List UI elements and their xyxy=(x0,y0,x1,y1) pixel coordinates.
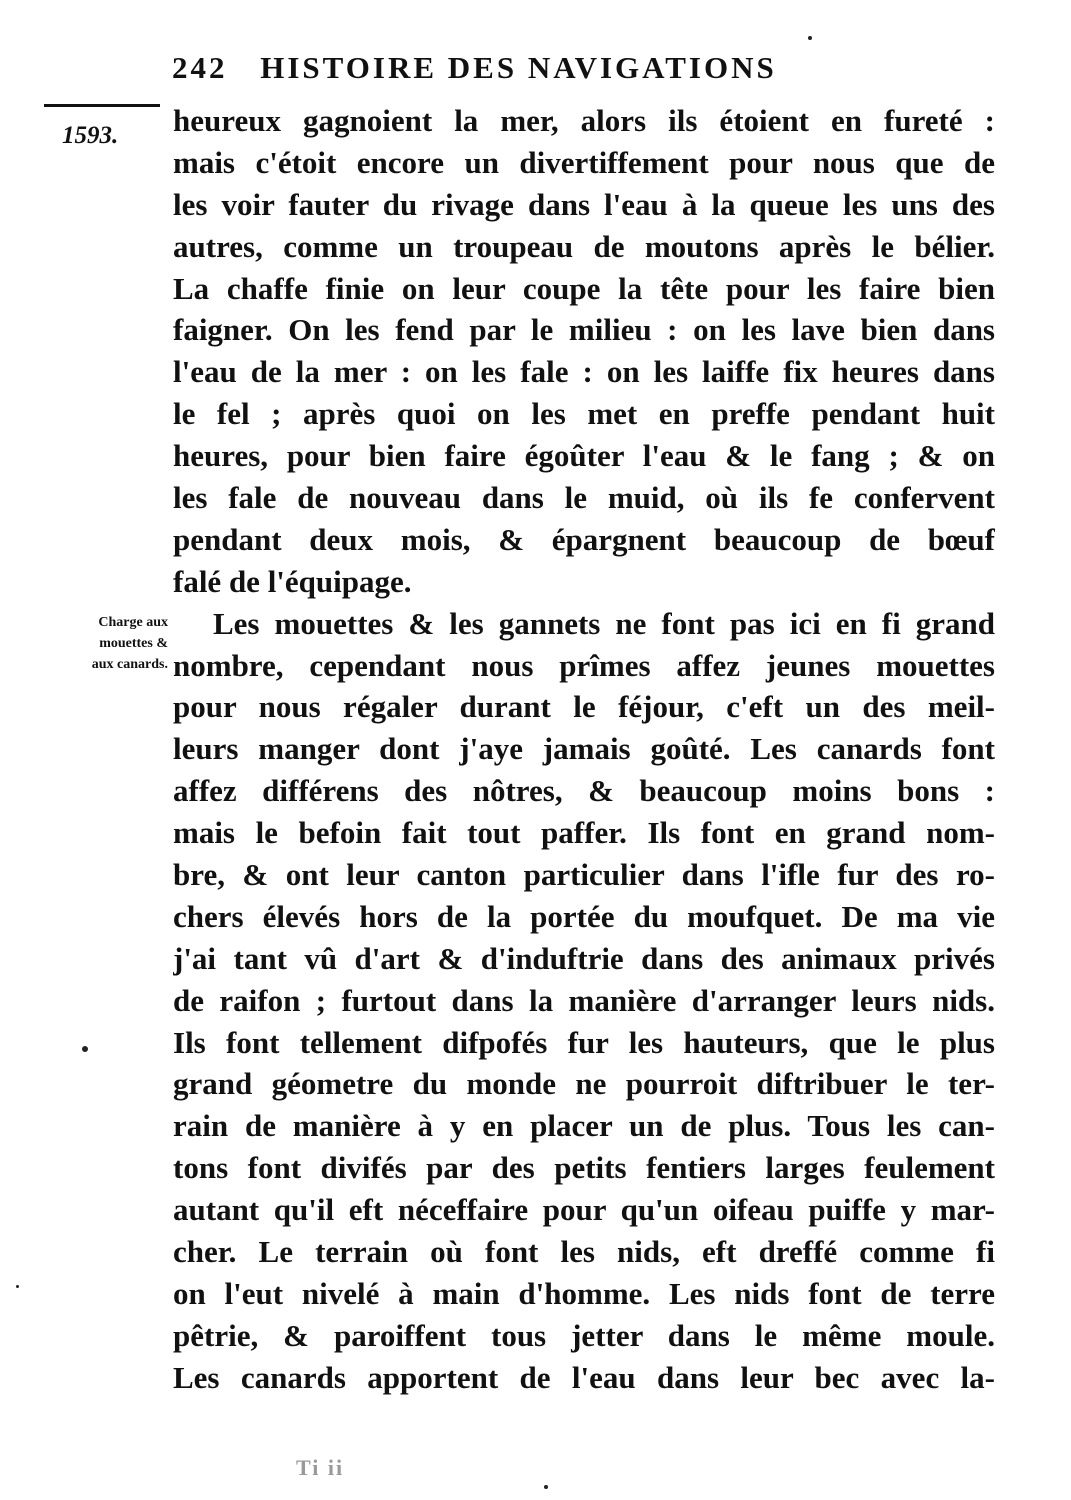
text-line: grand géometre du monde ne pourroit diftribuer le ter- xyxy=(173,1066,995,1102)
running-header xyxy=(172,50,892,90)
text-line: leurs manger dont j'aye jamais goûté. Les canards font xyxy=(173,731,995,767)
text-line: autres, comme un troupeau de moutons après le bélier. xyxy=(173,228,995,264)
margin-note xyxy=(42,612,168,675)
text-line: Les canards apportent de l'eau dans leur bec avec la- xyxy=(173,1359,995,1395)
text-line: pour nous régaler durant le féjour, c'eft un des meil- xyxy=(173,689,995,725)
text-line: Les mouettes & les gannets ne font pas ici en fi grand xyxy=(213,605,995,641)
text-line: les voir fauter du rivage dans l'eau à la queue les uns des xyxy=(173,186,995,222)
text-line: faigner. On les fend par le milieu : on les lave bien dans xyxy=(173,312,995,348)
text-line: mais c'étoit encore un divertiffement pour nous que de xyxy=(173,144,995,180)
text-line: pendant deux mois, & épargnent beaucoup de bœuf xyxy=(173,521,995,557)
margin-year: 1593. xyxy=(62,122,119,149)
text-line: pêtrie, & paroiffent tous jetter dans le même moule. xyxy=(173,1317,995,1353)
text-line: rain de manière à y en placer un de plus. Tous les can- xyxy=(173,1108,995,1144)
text-line: l'eau de la mer : on les fale : on les laiffe fix heures dans xyxy=(173,354,995,390)
printer-signature: Ti ii xyxy=(296,1455,345,1480)
text-line: tons font divifés par des petits fentiers larges feulement xyxy=(173,1150,995,1186)
text-line: heures, pour bien faire égoûter l'eau & le fang ; & on xyxy=(173,438,995,474)
text-line: heureux gagnoient la mer, alors ils étoient en fureté : xyxy=(173,103,995,138)
ink-speck xyxy=(82,1046,88,1052)
text-line: les fale de nouveau dans le muid, où ils fe confervent xyxy=(173,480,995,516)
paragraph-2 xyxy=(173,603,995,1399)
ink-speck xyxy=(544,1485,548,1489)
text-line: chers élevés hors de la portée du moufquet. De ma vie xyxy=(173,898,995,934)
text-line: Ils font tellement difpofés fur les hauteurs, que le plus xyxy=(173,1024,995,1060)
text-line: autant qu'il eft néceffaire pour qu'un oifeau puiffe y mar- xyxy=(173,1192,995,1228)
text-line: La chaffe finie on leur coupe la tête pour les faire bien xyxy=(173,270,995,306)
text-line: bre, & ont leur canton particulier dans l'ifle fur des ro- xyxy=(173,857,995,893)
margin-note-line: Charge aux xyxy=(98,615,168,630)
ink-speck xyxy=(808,36,812,40)
running-title: HISTOIRE DES NAVIGATIONS xyxy=(260,50,777,85)
paragraph-1 xyxy=(173,100,995,603)
margin-rule xyxy=(44,104,160,107)
text-line: j'ai tant vû d'art & d'induftrie dans des animaux privés xyxy=(173,940,995,976)
text-line: de raifon ; furtout dans la manière d'arranger leurs nids. xyxy=(173,982,995,1018)
ink-speck xyxy=(16,1285,19,1288)
margin-note-line: aux canards. xyxy=(91,657,168,672)
text-line: mais le befoin fait tout paffer. Ils font en grand nom- xyxy=(173,815,995,851)
margin-note-line: mouettes & xyxy=(99,636,168,651)
text-line: falé de l'équipage. xyxy=(173,563,412,599)
body-text xyxy=(173,100,995,1399)
page-number: 242 xyxy=(172,50,228,85)
text-line: le fel ; après quoi on les met en preffe pendant huit xyxy=(173,396,995,432)
text-line: nombre, cependant nous prîmes affez jeunes mouettes xyxy=(173,647,995,683)
text-line: cher. Le terrain où font les nids, eft dreffé comme fi xyxy=(173,1234,995,1270)
text-line: affez différens des nôtres, & beaucoup moins bons : xyxy=(173,773,995,809)
text-line: on l'eut nivelé à main d'homme. Les nids font de terre xyxy=(173,1275,995,1311)
